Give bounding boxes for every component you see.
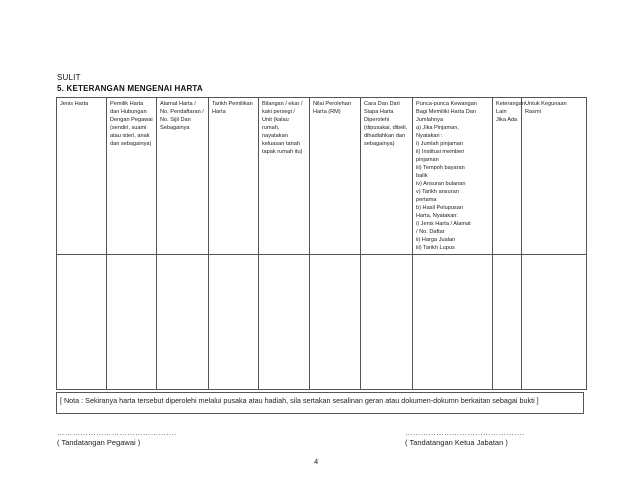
table-header-row <box>57 98 587 255</box>
classification-label: SULIT <box>57 73 81 82</box>
entry-cell[interactable] <box>522 255 587 390</box>
officer-signature-label: ( Tandatangan Pegawai ) <box>57 438 141 447</box>
column-header: Tarikh Pemilikan Harta <box>209 98 259 255</box>
head-of-department-signature-label: ( Tandatangan Ketua Jabatan ) <box>405 438 508 447</box>
section-title: 5. KETERANGAN MENGENAI HARTA <box>57 84 203 93</box>
entry-cell[interactable] <box>57 255 107 390</box>
note-box: [ Nota : Sekiranya harta tersebut diperolehi melalui pusaka atau hadiah, sila sertakan sesalinan geran atau dokumen-dokumn berkaitan sebagai bukti ] <box>56 392 584 414</box>
entry-cell[interactable] <box>259 255 310 390</box>
column-header: Nilai Perolehan Harta (RM) <box>310 98 361 255</box>
table-entry-row <box>57 255 587 390</box>
column-header: Bilangan / ekar / kaki persegi / Unit (kalau rumah, nayatakan keluasan tanah tapak rumah itu) <box>259 98 310 255</box>
entry-cell[interactable] <box>413 255 493 390</box>
column-header: Punca-punca Kewangan Bagi Memiliki Harta Dan Jumlahnya a) Jika Pinjaman, Nyatakan : i) Jumlah pinjaman ii) Institusi memberi pinjaman iii) Tempoh bayaran balik iv) Ansuran bulanan v) Tarikh ansuran pertama b) Hasil Pelupusan Harta, Nyatakan: i) Jenis Harta / Alamat / No. Daftar ii) Harga Jualan iii) Tarikh Lupus <box>413 98 493 255</box>
column-header: Untuk Kegunaan Rasmi <box>522 98 587 255</box>
officer-signature-line: ………………………………………. <box>57 428 177 437</box>
entry-cell[interactable] <box>310 255 361 390</box>
column-header: Pemilik Harta dan Hubungan Dengan Pegawai (sendiri, suami atau isteri, anak dan sebagainya) <box>107 98 157 255</box>
column-header: Alamat Harta / No. Pendaftaran / No. Sijil Dan Sebagainya <box>157 98 209 255</box>
entry-cell[interactable] <box>493 255 522 390</box>
entry-cell[interactable] <box>107 255 157 390</box>
entry-cell[interactable] <box>361 255 413 390</box>
column-header: Jenis Harta <box>57 98 107 255</box>
entry-cell[interactable] <box>157 255 209 390</box>
column-header: Keterangan Lain Jika Ada <box>493 98 522 255</box>
head-of-department-signature-line: ………………………………………. <box>405 428 525 437</box>
page-number: 4 <box>314 457 319 466</box>
column-header: Cara Dan Dari Siapa Harta Diperolehi (dipusakai, dibeli, dihadiahkan dan sebagainya) <box>361 98 413 255</box>
entry-cell[interactable] <box>209 255 259 390</box>
asset-declaration-table <box>56 97 587 390</box>
